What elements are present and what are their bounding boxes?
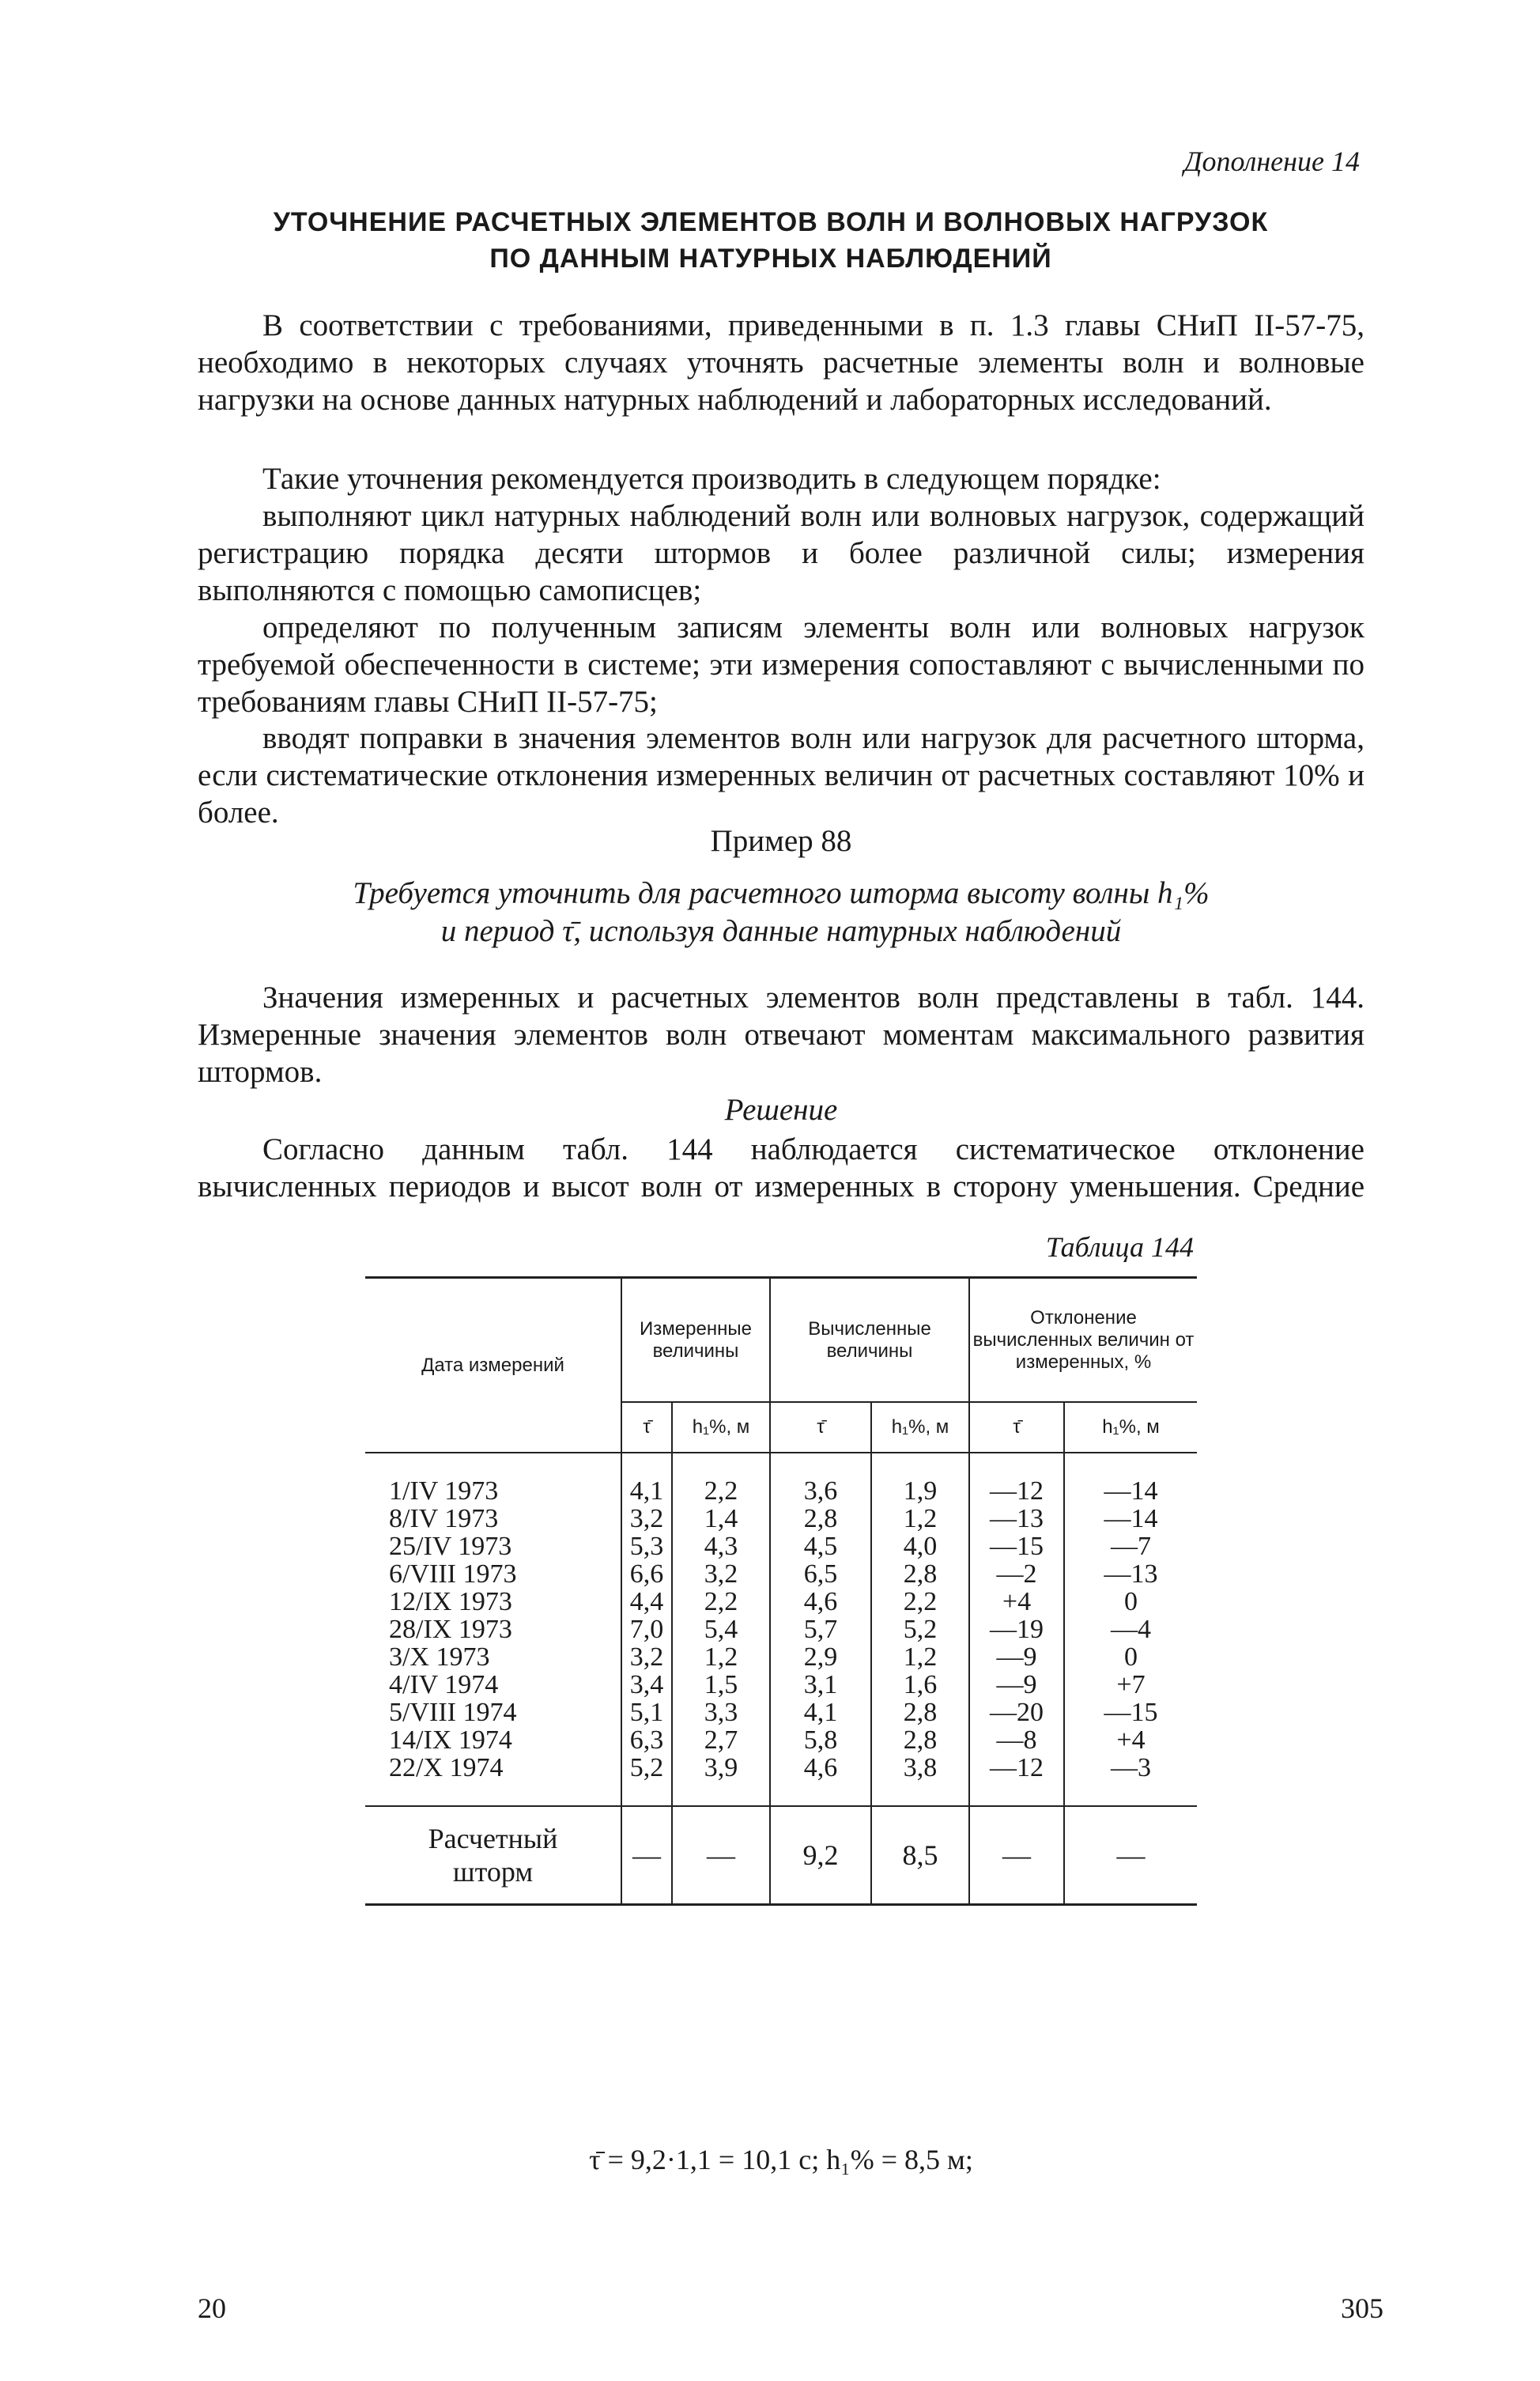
deviation-tau-column xyxy=(969,1453,1064,1806)
subheader-measured-tau: τ̄ xyxy=(621,1402,672,1453)
solution-text: Согласно данным табл. 144 наблюдается систематическое отклонение вычисленных периодов и высот волн от измеренных в сторону уменьшения. Средние xyxy=(198,1132,1364,1204)
table-cell: 28/IX 1973 xyxy=(389,1615,512,1644)
subheader-deviation-tau: τ̄ xyxy=(969,1402,1064,1453)
example-task-line-2: и период τ̄, используя данные натурных наблюдений xyxy=(440,914,1122,948)
procedure-step-1: выполняют цикл натурных наблюдений волн или волновых нагрузок, содержащий регистрацию порядка десяти штормов и более различной силы; измерения выполняются с помощью самописцев; xyxy=(198,499,1364,607)
solution-heading: Решение xyxy=(724,1093,838,1127)
table-cell: 2,8 xyxy=(903,1559,938,1589)
table-cell: 2,2 xyxy=(903,1587,938,1616)
deviation-h-column xyxy=(1064,1453,1197,1806)
table-cell: 7,0 xyxy=(629,1615,664,1644)
table-cell: 1,9 xyxy=(903,1476,938,1506)
table-cell: 3,1 xyxy=(803,1670,838,1699)
example-task-line-1: Требуется уточнить для расчетного шторма высоту волны h₁% xyxy=(353,876,1210,910)
table-cell: 3,2 xyxy=(704,1559,738,1589)
final-formula: τ̄ = 9,2·1,1 = 10,1 с; h₁% = 8,5 м; xyxy=(589,2144,973,2175)
table-cell: 2,8 xyxy=(903,1725,938,1755)
table-cell: 6,3 xyxy=(629,1725,664,1755)
title-line-1: УТОЧНЕНИЕ РАСЧЕТНЫХ ЭЛЕМЕНТОВ ВОЛН И ВОЛНОВЫХ НАГРУЗОК xyxy=(273,207,1269,237)
table-cell: 2,7 xyxy=(704,1725,738,1755)
table-cell: 4,1 xyxy=(803,1698,838,1727)
table-cell: 22/X 1974 xyxy=(389,1753,504,1782)
example-description: Значения измеренных и расчетных элементов волн представлены в табл. 144. Измеренные значения элементов волн отвечают моментам максимального развития штормов. xyxy=(198,981,1364,1089)
table-caption: Таблица 144 xyxy=(1045,1231,1194,1263)
design-storm-label xyxy=(365,1806,621,1905)
table-cell: 4,3 xyxy=(704,1532,738,1561)
table-cell: 1,6 xyxy=(903,1670,938,1699)
table-cell: —15 xyxy=(990,1532,1044,1561)
header-date: Дата измерений xyxy=(365,1278,621,1453)
design-storm-label-line-2: шторм xyxy=(452,1856,534,1888)
design-storm-label-line-1: Расчетный xyxy=(428,1823,558,1854)
table-cell: 4,6 xyxy=(803,1587,838,1616)
subheader-deviation-h: h₁%, м xyxy=(1064,1402,1197,1453)
design-storm-measured-h: — xyxy=(672,1806,770,1905)
table-cell: 1,4 xyxy=(704,1504,738,1533)
procedure-step-3: вводят поправки в значения элементов волн или нагрузок для расчетного шторма, если систематические отклонения измеренных величин от расчетных составляют 10% и более. xyxy=(198,721,1364,830)
table-cell: —2 xyxy=(996,1559,1037,1589)
table-cell: —12 xyxy=(990,1753,1044,1782)
table-cell: 4,0 xyxy=(903,1532,938,1561)
table-cell: —13 xyxy=(1104,1559,1158,1589)
table-cell: —9 xyxy=(996,1642,1037,1672)
table-cell: 3,4 xyxy=(629,1670,664,1699)
table-cell: 5,7 xyxy=(803,1615,838,1644)
table-cell: —14 xyxy=(1104,1504,1158,1533)
measured-tau-column xyxy=(621,1453,672,1806)
design-storm-computed-h: 8,5 xyxy=(871,1806,969,1905)
page-number-left: 20 xyxy=(198,2292,226,2324)
table-cell: —8 xyxy=(996,1725,1037,1755)
design-storm-computed-tau: 9,2 xyxy=(770,1806,871,1905)
computed-h-column xyxy=(871,1453,969,1806)
table-cell: 2,2 xyxy=(704,1587,738,1616)
table-cell: 3,2 xyxy=(629,1642,664,1672)
table-cell: 0 xyxy=(1124,1642,1138,1672)
table-cell: —20 xyxy=(990,1698,1044,1727)
table-cell: 6/VIII 1973 xyxy=(389,1559,517,1589)
table-cell: 6,6 xyxy=(629,1559,664,1589)
example-heading: Пример 88 xyxy=(710,824,852,858)
subheader-computed-h: h₁%, м xyxy=(871,1402,969,1453)
table-cell: 1/IV 1973 xyxy=(389,1476,499,1506)
table-cell: 25/IV 1973 xyxy=(389,1532,512,1561)
table-cell: —12 xyxy=(990,1476,1044,1506)
table-cell: 14/IX 1974 xyxy=(389,1725,512,1755)
table-cell: 1,2 xyxy=(903,1504,938,1533)
table-cell: 5,8 xyxy=(803,1725,838,1755)
table-cell: 3,2 xyxy=(629,1504,664,1533)
table-cell: 5,1 xyxy=(629,1698,664,1727)
table-cell: 3,3 xyxy=(704,1698,738,1727)
solution-paragraph-start xyxy=(198,1131,1364,1205)
table-cell: 1,2 xyxy=(704,1642,738,1672)
table-cell: +4 xyxy=(1002,1587,1032,1616)
table-cell: —15 xyxy=(1104,1698,1158,1727)
computed-tau-column xyxy=(770,1453,871,1806)
subheader-computed-tau: τ̄ xyxy=(770,1402,871,1453)
date-column xyxy=(365,1453,621,1806)
title-line-2: ПО ДАННЫМ НАТУРНЫХ НАБЛЮДЕНИЙ xyxy=(489,244,1052,274)
table-cell: 5/VIII 1974 xyxy=(389,1698,517,1727)
table-cell: 1,2 xyxy=(903,1642,938,1672)
table-cell: 2,2 xyxy=(704,1476,738,1506)
table-cell: 3/X 1973 xyxy=(389,1642,490,1672)
table-cell: 5,2 xyxy=(903,1615,938,1644)
header-measured: Измеренные величины xyxy=(621,1278,770,1403)
table-cell: 2,9 xyxy=(803,1642,838,1672)
table-cell: 0 xyxy=(1124,1587,1138,1616)
design-storm-row xyxy=(365,1806,1197,1905)
table-cell: —14 xyxy=(1104,1476,1158,1506)
table-cell: —13 xyxy=(990,1504,1044,1533)
table-cell: 2,8 xyxy=(903,1698,938,1727)
table-cell: +7 xyxy=(1116,1670,1146,1699)
table-cell: 6,5 xyxy=(803,1559,838,1589)
table-cell: 5,4 xyxy=(704,1615,738,1644)
page-number-right: 305 xyxy=(1341,2292,1383,2324)
header-deviation: Отклонение вычисленных величин от измеренных, % xyxy=(969,1278,1197,1403)
table-cell: —7 xyxy=(1111,1532,1151,1561)
table-cell: 3,9 xyxy=(704,1753,738,1782)
table-cell: —19 xyxy=(990,1615,1044,1644)
table-cell: 4/IV 1974 xyxy=(389,1670,499,1699)
header-computed: Вычисленные величины xyxy=(770,1278,969,1403)
design-storm-measured-tau: — xyxy=(621,1806,672,1905)
table-cell: 3,6 xyxy=(803,1476,838,1506)
design-storm-deviation-tau: — xyxy=(969,1806,1064,1905)
table-cell: 5,3 xyxy=(629,1532,664,1561)
design-storm-deviation-h: — xyxy=(1064,1806,1197,1905)
measured-h-column xyxy=(672,1453,770,1806)
intro-paragraph: В соответствии с требованиями, приведенными в п. 1.3 главы СНиП II-57-75, необходимо в некоторых случаях уточнять расчетные элементы волн и волновые нагрузки на основе данных натурных наблюдений и лабораторных исследований. xyxy=(198,308,1364,417)
table-cell: —4 xyxy=(1111,1615,1151,1644)
table-cell: 8/IV 1973 xyxy=(389,1504,499,1533)
table-cell: 4,4 xyxy=(629,1587,664,1616)
procedure-intro: Такие уточнения рекомендуется производить в следующем порядке: xyxy=(262,462,1161,496)
procedure-step-2: определяют по полученным записям элементы волн или волновых нагрузок требуемой обеспеченности в системе; эти измерения сопоставляют с вычисленными по требованиям главы СНиП II-57-75; xyxy=(198,610,1364,719)
table-cell: +4 xyxy=(1116,1725,1146,1755)
table-cell: 3,8 xyxy=(903,1753,938,1782)
table-cell: 4,1 xyxy=(629,1476,664,1506)
table-cell: —3 xyxy=(1111,1753,1151,1782)
table-cell: 12/IX 1973 xyxy=(389,1587,512,1616)
table-cell: 4,5 xyxy=(803,1532,838,1561)
table-cell: 4,6 xyxy=(803,1753,838,1782)
subheader-measured-h: h₁%, м xyxy=(672,1402,770,1453)
appendix-label: Дополнение 14 xyxy=(1183,146,1360,177)
page-title xyxy=(198,204,1344,277)
table-cell: 1,5 xyxy=(704,1670,738,1699)
data-table xyxy=(365,1276,1197,1906)
table-cell: 2,8 xyxy=(803,1504,838,1533)
table-cell: 5,2 xyxy=(629,1753,664,1782)
table-body-row xyxy=(365,1453,1197,1806)
table-cell: —9 xyxy=(996,1670,1037,1699)
